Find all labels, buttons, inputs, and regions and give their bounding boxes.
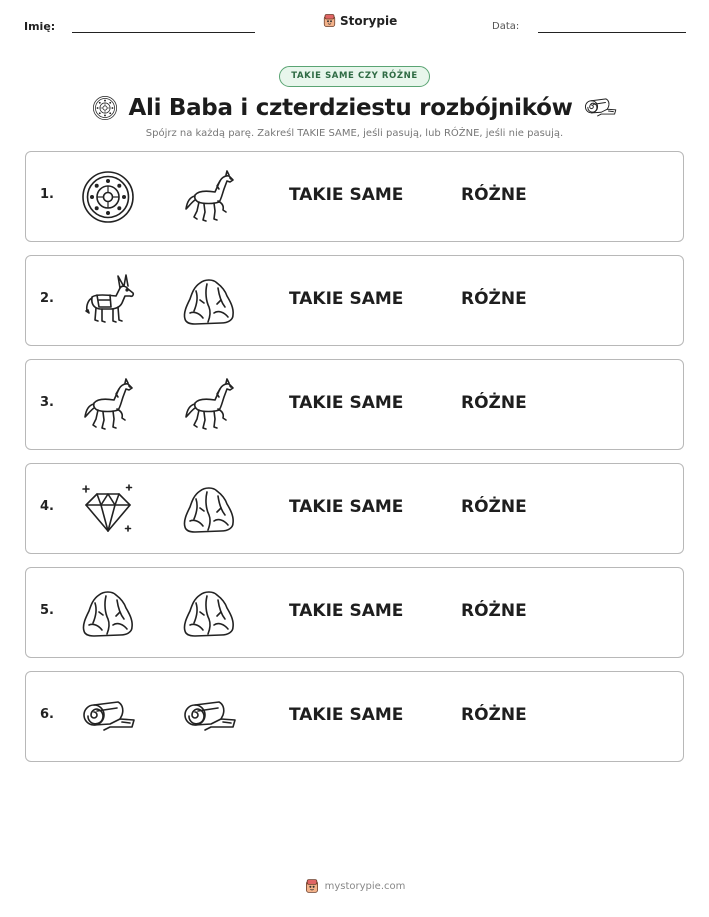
name-label: Imię: [24,20,56,33]
diamond-icon [80,481,136,537]
option-same[interactable]: TAKIE SAME [289,185,404,205]
brand-name: Storypie [340,13,398,28]
question-row [25,671,684,762]
footer [0,878,709,894]
option-same[interactable]: TAKIE SAME [289,601,404,621]
question-number: 1. [40,187,54,202]
question-row [25,463,684,554]
horse-icon [181,377,237,433]
option-same[interactable]: TAKIE SAME [289,497,404,517]
question-row [25,151,684,242]
worksheet-type-badge: TAKIE SAME CZY RÓŻNE [279,66,430,87]
option-different[interactable]: RÓŻNE [461,289,527,309]
carpet-icon [181,689,237,745]
horse-icon [80,377,136,433]
name-field[interactable] [72,32,255,33]
rock-icon [181,585,237,641]
instructions: Spójrz na każdą parę. Zakreśl TAKIE SAME, jeśli pasują, lub RÓŻNE, jeśli nie pasują. [145,128,564,139]
option-different[interactable]: RÓŻNE [461,393,527,413]
coin-icon [80,169,136,225]
question-row [25,359,684,450]
option-different[interactable]: RÓŻNE [461,601,527,621]
option-same[interactable]: TAKIE SAME [289,289,404,309]
donkey-icon [80,273,136,329]
carpet-icon [583,91,617,125]
horse-icon [181,169,237,225]
page-title: Ali Baba i czterdziestu rozbójników [128,95,573,121]
carpet-icon [80,689,136,745]
question-number: 3. [40,395,54,410]
question-number: 2. [40,291,54,306]
date-field[interactable] [538,32,686,33]
option-different[interactable]: RÓŻNE [461,185,527,205]
title-row [0,91,709,125]
rock-icon [181,273,237,329]
storypie-logo-icon [322,13,337,28]
worksheet-header [0,0,709,50]
question-row [25,567,684,658]
brand-logo [322,13,397,28]
rock-icon [181,481,237,537]
option-different[interactable]: RÓŻNE [461,705,527,725]
option-same[interactable]: TAKIE SAME [289,393,404,413]
question-number: 4. [40,499,54,514]
question-row [25,255,684,346]
question-number: 6. [40,707,54,722]
coin-icon [92,95,118,121]
storypie-logo-icon [304,878,320,894]
option-different[interactable]: RÓŻNE [461,497,527,517]
footer-url[interactable]: mystorypie.com [324,880,406,892]
question-number: 5. [40,603,54,618]
option-same[interactable]: TAKIE SAME [289,705,404,725]
rock-icon [80,585,136,641]
date-label: Data: [492,21,520,32]
